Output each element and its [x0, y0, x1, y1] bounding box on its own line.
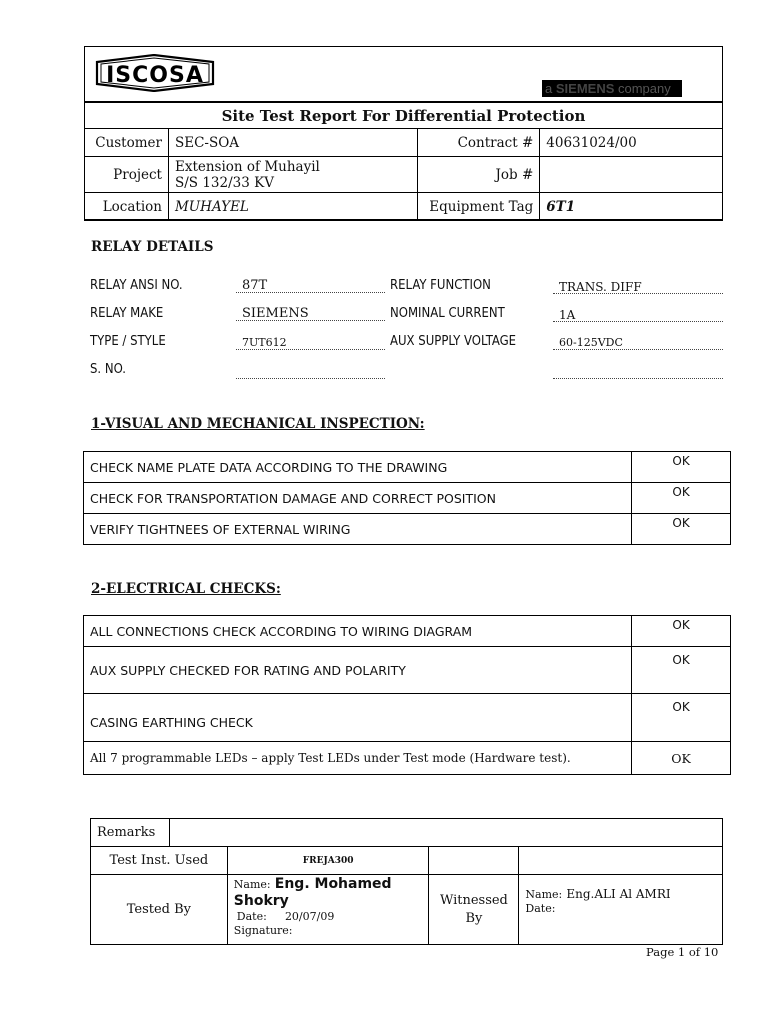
- check-status: OK: [632, 694, 731, 742]
- table-row: [84, 742, 731, 775]
- relay-details-heading: RELAY DETAILS: [91, 239, 214, 255]
- check-item: CHECK FOR TRANSPORTATION DAMAGE AND CORRECT POSITION: [84, 483, 632, 514]
- table-row: [84, 647, 731, 694]
- job-label: Job #: [418, 157, 540, 193]
- type-style-value: 7UT612: [236, 336, 385, 350]
- check-item: ALL CONNECTIONS CHECK ACCORDING TO WIRING DIAGRAM: [84, 616, 632, 647]
- location-label: Location: [85, 193, 169, 221]
- iscosa-logo: [94, 54, 216, 92]
- table-row: [84, 694, 731, 742]
- electrical-checks-table: [83, 615, 731, 775]
- equipment-tag-label: Equipment Tag: [418, 193, 540, 221]
- witnessed-by-label: Witnessed By: [429, 875, 519, 945]
- report-title: Site Test Report For Differential Protection: [84, 101, 723, 129]
- table-row: [84, 452, 731, 483]
- remarks-value: [169, 819, 722, 847]
- serial-no-value: [236, 364, 385, 379]
- table-row: [84, 483, 731, 514]
- signature-label: Signature:: [233, 924, 293, 937]
- logo-text: ISCOSA: [106, 63, 204, 88]
- witness-date-label: Date:: [525, 902, 556, 915]
- tested-by-label: Tested By: [91, 875, 228, 945]
- job-value: [540, 157, 723, 193]
- aux-supply-value: 60-125VDC: [553, 336, 723, 350]
- equipment-tag-value: 6T1: [540, 193, 723, 221]
- witness-name: Eng.ALI Al AMRI: [566, 887, 671, 901]
- serial-no-value-2: [553, 364, 723, 379]
- relay-ansi-value: 87T: [236, 279, 385, 293]
- page-number: Page 1 of 10: [646, 945, 719, 959]
- relay-ansi-label: RELAY ANSI NO.: [90, 278, 183, 293]
- witness-details: Name: Eng.ALI Al AMRI Date:: [519, 875, 723, 945]
- type-style-label: TYPE / STYLE: [90, 334, 166, 349]
- check-item: AUX SUPPLY CHECKED FOR RATING AND POLARITY: [84, 647, 632, 694]
- customer-label: Customer: [85, 129, 169, 157]
- table-row: [84, 514, 731, 545]
- nominal-current-value: 1A: [553, 308, 723, 322]
- check-item: CHECK NAME PLATE DATA ACCORDING TO THE DRAWING: [84, 452, 632, 483]
- serial-no-label: S. NO.: [90, 362, 126, 377]
- check-item: CASING EARTHING CHECK: [84, 694, 632, 742]
- relay-make-label: RELAY MAKE: [90, 306, 164, 321]
- tester-name: Eng. Mohamed Shokry: [233, 876, 392, 909]
- check-status: OK: [632, 647, 731, 694]
- nominal-current-label: NOMINAL CURRENT: [390, 306, 505, 321]
- remarks-label: Remarks: [91, 819, 170, 847]
- signoff-table: [90, 818, 723, 945]
- test-inst-extra-1: [429, 847, 519, 875]
- check-item: VERIFY TIGHTNEES OF EXTERNAL WIRING: [84, 514, 632, 545]
- visual-inspection-table: [83, 451, 731, 545]
- project-label: Project: [85, 157, 169, 193]
- check-status: OK: [632, 616, 731, 647]
- check-status: OK: [632, 483, 731, 514]
- test-date: 20/07/09: [284, 910, 335, 923]
- check-status: OK: [632, 452, 731, 483]
- aux-supply-label: AUX SUPPLY VOLTAGE: [390, 334, 517, 349]
- project-value: Extension of Muhayil S/S 132/33 KV: [168, 157, 417, 193]
- contract-value: 40631024/00: [540, 129, 723, 157]
- relay-function-label: RELAY FUNCTION: [390, 278, 491, 293]
- siemens-company-tag: a SIEMENS company: [542, 80, 682, 97]
- tester-details: Name: Eng. Mohamed Shokry Date: 20/07/09 Signature:: [227, 875, 429, 945]
- check-status: OK: [632, 742, 731, 775]
- customer-value: SEC-SOA: [168, 129, 417, 157]
- test-inst-label: Test Inst. Used: [91, 847, 228, 875]
- relay-function-value: TRANS. DIFF: [553, 280, 723, 294]
- location-value: MUHAYEL: [168, 193, 417, 221]
- electrical-checks-heading: 2-ELECTRICAL CHECKS:: [91, 581, 281, 597]
- visual-inspection-heading: 1-VISUAL AND MECHANICAL INSPECTION:: [91, 416, 425, 432]
- contract-label: Contract #: [418, 129, 540, 157]
- test-inst-value: FREJA300: [227, 847, 429, 875]
- test-inst-extra-2: [519, 847, 723, 875]
- check-item: All 7 programmable LEDs – apply Test LEDs under Test mode (Hardware test).: [84, 742, 632, 775]
- info-table: [84, 128, 723, 221]
- relay-make-value: SIEMENS: [236, 307, 385, 321]
- check-status: OK: [632, 514, 731, 545]
- table-row: [84, 616, 731, 647]
